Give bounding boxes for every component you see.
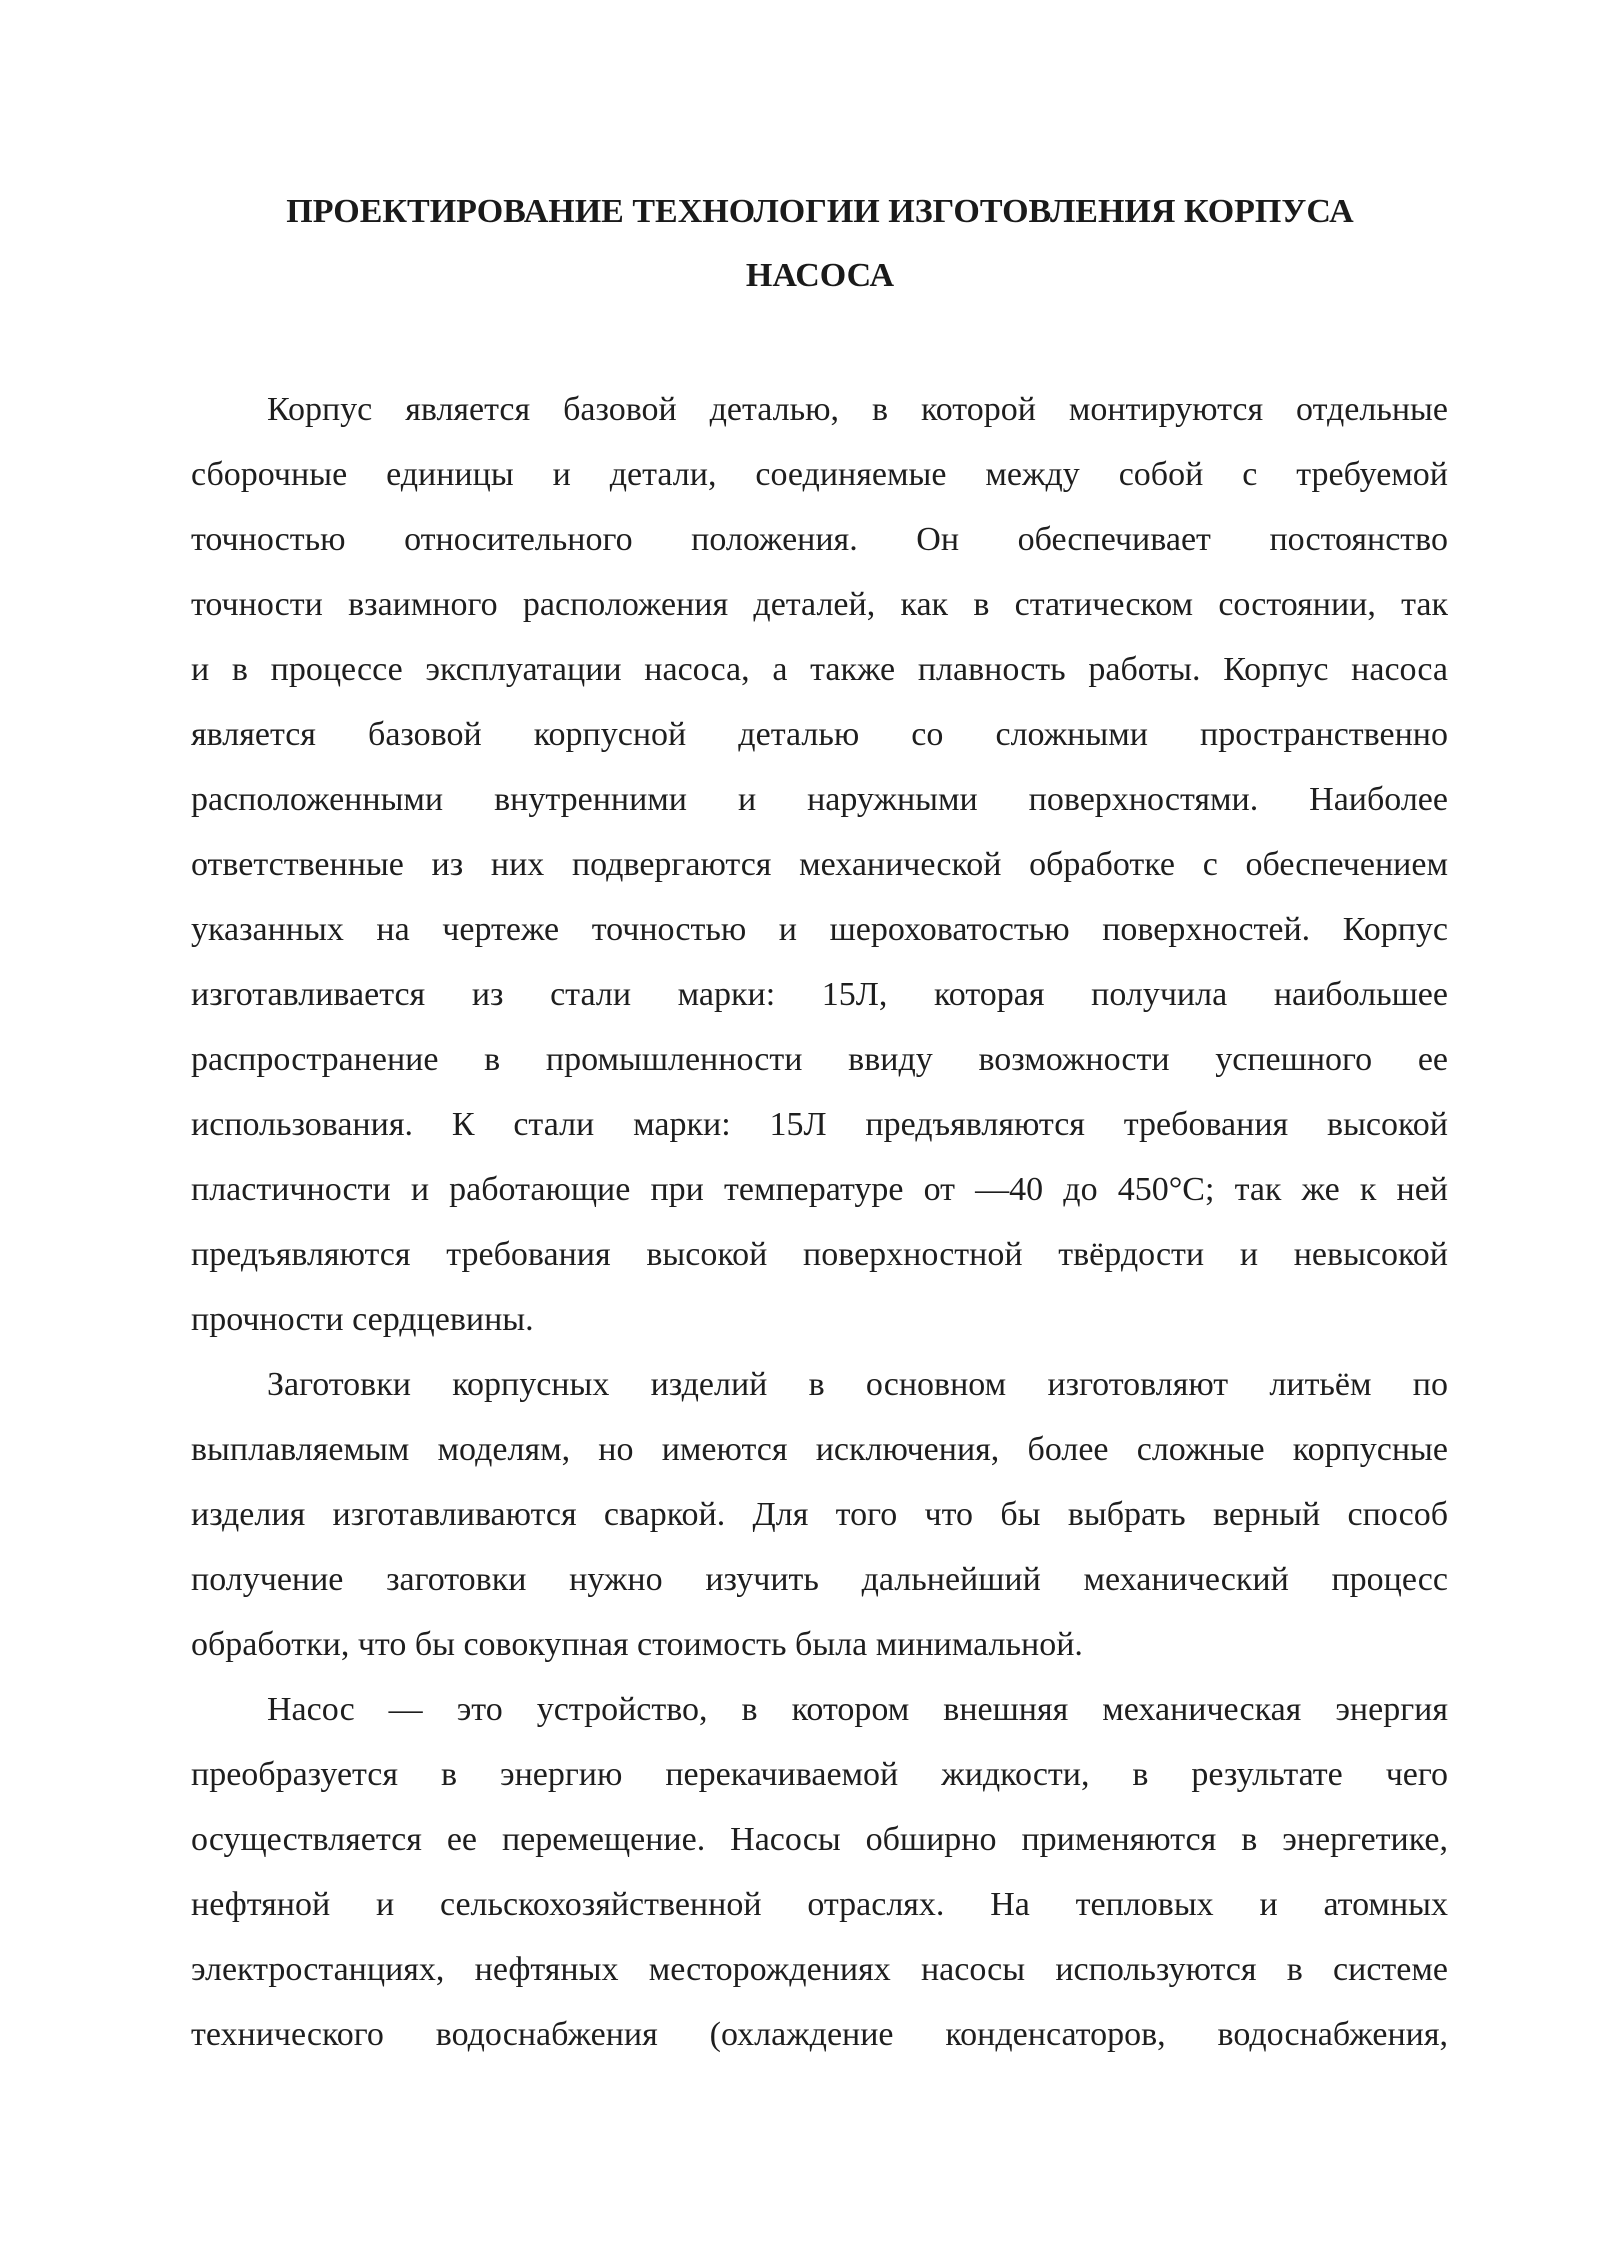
text-line: распространение в промышленности ввиду возможности успешного ее <box>191 1041 1448 1078</box>
text-line: ответственные из них подвергаются механической обработке с обеспечением <box>191 846 1448 883</box>
text-line: указанных на чертеже точностью и шероховатостью поверхностей. Корпус <box>191 911 1448 948</box>
text-line: осуществляется ее перемещение. Насосы обширно применяются в энергетике, <box>191 1821 1448 1858</box>
document-body <box>191 377 1448 2067</box>
text-line: пластичности и работающие при температуре от —40 до 450°С; так же к ней <box>191 1171 1448 1208</box>
paragraph <box>191 377 1448 1352</box>
text-line: точности взаимного расположения деталей, как в статическом состоянии, так <box>191 586 1448 623</box>
paragraph <box>191 1677 1448 2067</box>
text-line: и в процессе эксплуатации насоса, а также плавность работы. Корпус насоса <box>191 651 1448 688</box>
text-line: электростанциях, нефтяных месторождениях насосы используются в системе <box>191 1951 1448 1988</box>
text-line: предъявляются требования высокой поверхностной твёрдости и невысокой <box>191 1236 1448 1273</box>
text-line: выплавляемым моделям, но имеются исключения, более сложные корпусные <box>191 1431 1448 1468</box>
text-line: сборочные единицы и детали, соединяемые между собой с требуемой <box>191 456 1448 493</box>
text-line: прочности сердцевины. <box>191 1301 534 1338</box>
text-line: точностью относительного положения. Он обеспечивает постоянство <box>191 521 1448 558</box>
title-line: ПРОЕКТИРОВАНИЕ ТЕХНОЛОГИИ ИЗГОТОВЛЕНИЯ КОРПУСА <box>286 193 1354 230</box>
document-title <box>190 180 1450 308</box>
text-line: получение заготовки нужно изучить дальнейший механический процесс <box>191 1561 1448 1598</box>
text-line: обработки, что бы совокупная стоимость была минимальной. <box>191 1626 1083 1663</box>
text-line: Корпус является базовой деталью, в которой монтируются отдельные <box>267 391 1448 428</box>
text-line: расположенными внутренними и наружными поверхностями. Наиболее <box>191 781 1448 818</box>
text-line: изделия изготавливаются сваркой. Для того что бы выбрать верный способ <box>191 1496 1448 1533</box>
paragraph <box>191 1352 1448 1677</box>
title-line: НАСОСА <box>745 257 895 294</box>
text-line: использования. К стали марки: 15Л предъявляются требования высокой <box>191 1106 1448 1143</box>
text-line: Заготовки корпусных изделий в основном изготовляют литьём по <box>267 1366 1448 1403</box>
text-line: является базовой корпусной деталью со сложными пространственно <box>191 716 1448 753</box>
text-line: технического водоснабжения (охлаждение конденсаторов, водоснабжения, <box>191 2016 1448 2053</box>
text-line: Насос — это устройство, в котором внешняя механическая энергия <box>267 1691 1448 1728</box>
text-line: нефтяной и сельскохозяйственной отраслях. На тепловых и атомных <box>191 1886 1448 1923</box>
text-line: преобразуется в энергию перекачиваемой жидкости, в результате чего <box>191 1756 1448 1793</box>
text-line: изготавливается из стали марки: 15Л, которая получила наибольшее <box>191 976 1448 1013</box>
